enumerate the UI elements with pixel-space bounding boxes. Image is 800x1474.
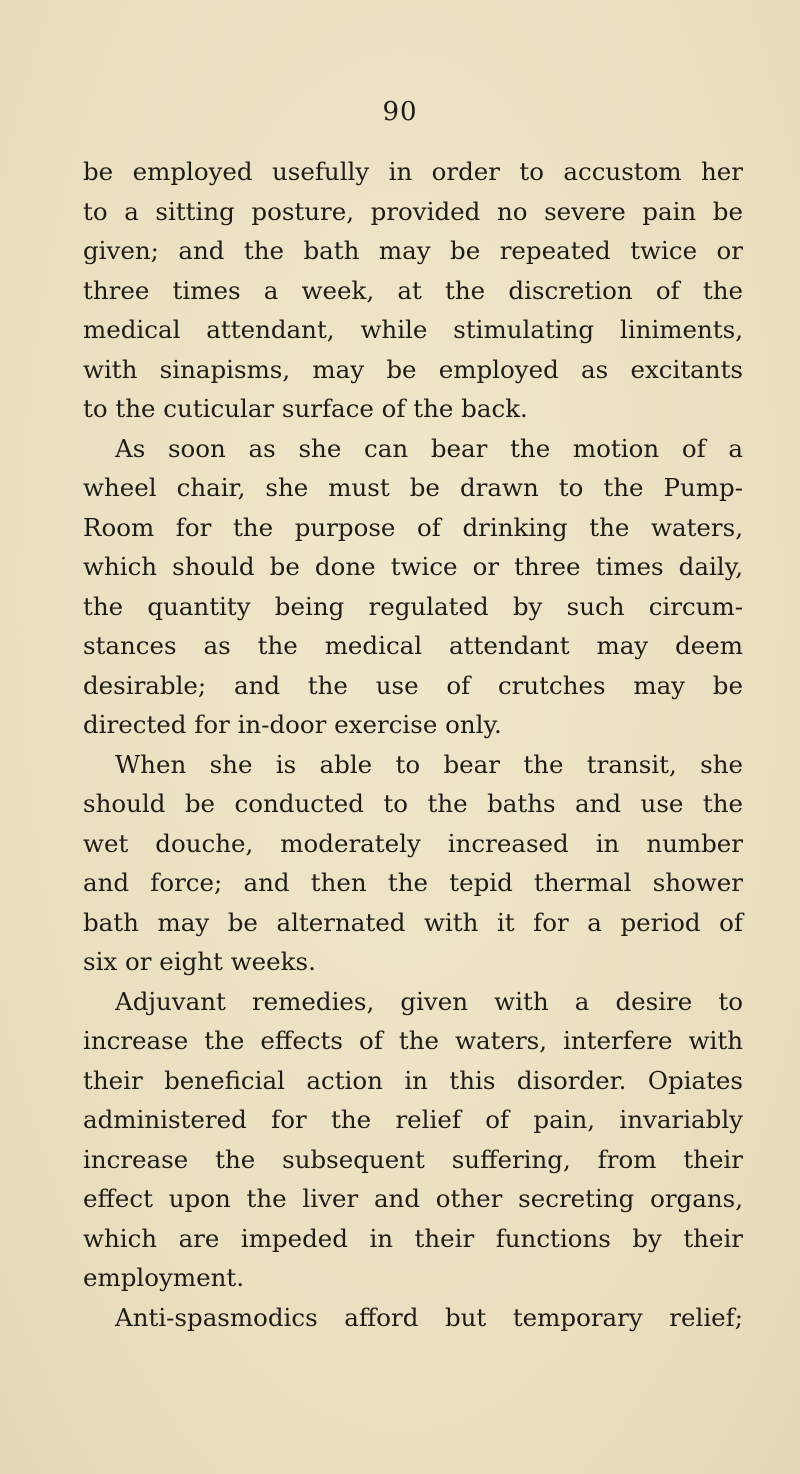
text-line: medical attendant, while stimulating liniments, [83, 315, 743, 344]
text-line: and force; and then the tepid thermal shower [83, 868, 743, 897]
text-line: wet douche, moderately increased in number [83, 828, 743, 858]
text-line: increase the subsequent suffering, from their [83, 1144, 743, 1174]
text-line: desirable; and the use of crutches may be [83, 670, 743, 700]
text-line: wheel chair, she must be drawn to the Pump- [83, 473, 743, 502]
text-line: Room for the purpose of drinking the waters, [83, 512, 743, 542]
text-line: bath may be alternated with it for a period of [83, 907, 743, 937]
text-line: Adjuvant remedies, given with a desire to [115, 986, 743, 1016]
text-line: When she is able to bear the transit, she [115, 749, 743, 779]
text-line: which are impeded in their functions by their [83, 1223, 743, 1253]
text-line: to the cuticular surface of the back. [83, 394, 528, 423]
text-line: which should be done twice or three times daily, [83, 552, 743, 581]
text-line: given; and the bath may be repeated twice or [83, 236, 743, 265]
text-line: employment. [83, 1263, 244, 1292]
text-line: be employed usefully in order to accustom her [83, 157, 743, 186]
text-line: the quantity being regulated by such circum- [83, 591, 743, 621]
text-line: to a sitting posture, provided no severe pain be [83, 196, 743, 226]
text-line: with sinapisms, may be employed as excitants [83, 354, 743, 384]
text-line: three times a week, at the discretion of the [83, 275, 743, 305]
text-line: directed for in-door exercise only. [83, 710, 502, 739]
text-line: increase the effects of the waters, interfere with [83, 1026, 743, 1055]
text-line: stances as the medical attendant may deem [83, 631, 743, 660]
text-line: As soon as she can bear the motion of a [115, 433, 743, 463]
text-line: administered for the relief of pain, invariably [83, 1105, 743, 1134]
text-line: Anti-spasmodics afford but temporary relief; [115, 1302, 743, 1332]
text-line: their beneficial action in this disorder. Opiates [83, 1065, 743, 1095]
text-line: effect upon the liver and other secreting organs, [83, 1184, 743, 1213]
page-number: 90 [382, 97, 418, 127]
body-text [83, 152, 743, 1337]
text-line: six or eight weeks. [83, 947, 316, 976]
text-line: should be conducted to the baths and use the [83, 789, 743, 818]
